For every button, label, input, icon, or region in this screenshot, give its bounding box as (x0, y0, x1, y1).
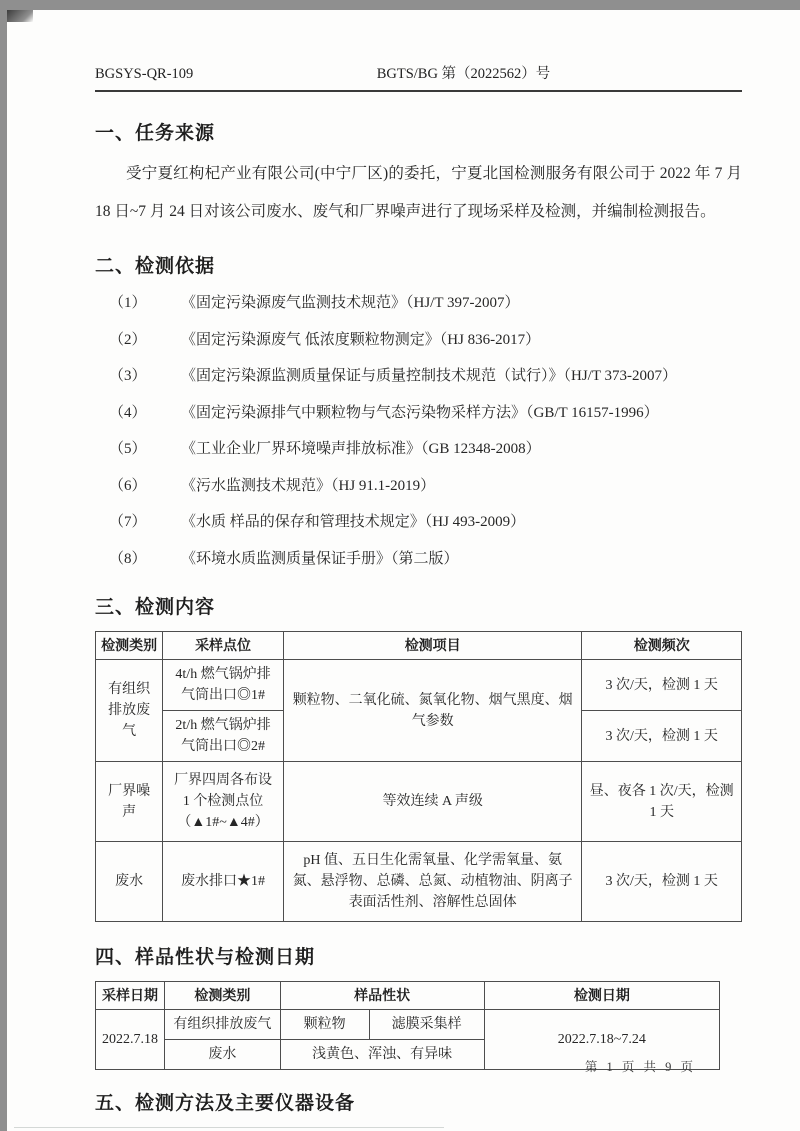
cell-category: 废水 (96, 842, 163, 922)
document-page (7, 10, 800, 1131)
table-row (96, 842, 742, 922)
section-1-title: 一、任务来源 (95, 123, 216, 144)
list-item-number: （5） (109, 441, 147, 457)
list-item (95, 549, 742, 571)
table-row (96, 1010, 720, 1040)
column-header: 检测类别 (96, 632, 163, 660)
cell-frequency: 3 次/天，检测 1 天 (582, 660, 742, 711)
cell-sample-state: 滤膜采集样 (369, 1010, 484, 1040)
column-header: 检测频次 (582, 632, 742, 660)
cell-test-items: 颗粒物、二氧化硫、氮氧化物、烟气黑度、烟气参数 (283, 660, 581, 762)
document-content (7, 10, 800, 1115)
column-header: 检测类别 (165, 982, 281, 1010)
doc-code-left: BGSYS-QR-109 (95, 66, 194, 82)
cell-sample-state: 浅黄色、浑浊、有异味 (280, 1040, 484, 1070)
column-header: 采样日期 (96, 982, 165, 1010)
list-item-number: （8） (109, 550, 147, 567)
cell-test-items: 等效连续 A 声级 (283, 762, 581, 842)
reference-list (95, 293, 742, 570)
document-header (95, 62, 742, 92)
cell-category: 厂界噪声 (96, 762, 163, 842)
doc-number: BGTS/BG 第（2022562）号 (376, 66, 551, 82)
section-1-paragraph: 受宁夏红枸杞产业有限公司(中宁厂区)的委托，宁夏北国检测服务有限公司于 2022 年 7 月 18 日~7 月 24 日对该公司废水、废气和厂界噪声进行了现场采样及检测，并编制检测报告。 (95, 165, 742, 220)
list-item (95, 403, 742, 425)
list-item (95, 476, 742, 498)
list-item-number: （4） (109, 404, 147, 421)
table-header-row (96, 632, 742, 660)
list-item (95, 439, 742, 461)
scan-edge-artifact (14, 1127, 444, 1128)
cell-sampling-point: 4t/h 燃气锅炉排气筒出口◎1# (163, 660, 284, 711)
list-item (95, 293, 742, 315)
section-2-title: 二、检测依据 (95, 256, 216, 277)
list-item-number: （1） (109, 295, 147, 311)
list-item-text: 《固定污染源监测质量保证与质量控制技术规范（试行）》（HJ/T 373-2007） (181, 368, 677, 384)
cell-category: 有组织排放废气 (165, 1010, 281, 1040)
column-header: 检测日期 (484, 982, 719, 1010)
list-item-text: 《固定污染源废气 低浓度颗粒物测定》（HJ 836-2017） (181, 331, 541, 348)
column-header: 采样点位 (163, 632, 284, 660)
testing-content-table (95, 631, 742, 922)
list-item-text: 《环境水质监测质量保证手册》（第二版） (181, 550, 459, 567)
column-header: 样品性状 (280, 982, 484, 1010)
cell-sampling-date: 2022.7.18 (96, 1010, 165, 1070)
list-item-text: 《固定污染源废气监测技术规范》（HJ/T 397-2007） (181, 295, 520, 311)
cell-sampling-point: 厂界四周各布设 1 个检测点位 （▲1#~▲4#） (163, 762, 284, 842)
cell-testing-date: 2022.7.18~7.24 (484, 1010, 719, 1070)
list-item-text: 《固定污染源排气中颗粒物与气态污染物采样方法》（GB/T 16157-1996） (181, 404, 659, 421)
list-item (95, 366, 742, 388)
list-item (95, 512, 742, 534)
section-3-title: 三、检测内容 (95, 597, 216, 618)
cell-category: 有组织排放废气 (96, 660, 163, 762)
list-item-number: （3） (109, 368, 147, 384)
table-row (96, 660, 742, 711)
cell-sample-item: 颗粒物 (280, 1010, 369, 1040)
list-item-number: （7） (109, 514, 147, 530)
section-5-title: 五、检测方法及主要仪器设备 (95, 1093, 356, 1114)
list-item-text: 《污水监测技术规范》（HJ 91.1-2019） (181, 477, 436, 494)
list-item-text: 《水质 样品的保存和管理技术规定》（HJ 493-2009） (181, 514, 526, 530)
cell-sampling-point: 废水排口★1# (163, 842, 284, 922)
list-item-text: 《工业企业厂界环境噪声排放标准》（GB 12348-2008） (181, 441, 541, 457)
list-item (95, 330, 742, 352)
cell-sampling-point: 2t/h 燃气锅炉排气筒出口◎2# (163, 711, 284, 762)
cell-category: 废水 (165, 1040, 281, 1070)
column-header: 检测项目 (283, 632, 581, 660)
cell-frequency: 3 次/天，检测 1 天 (582, 842, 742, 922)
cell-test-items: pH 值、五日生化需氧量、化学需氧量、氨氮、悬浮物、总磷、总氮、动植物油、阴离子表面活性剂、溶解性总固体 (283, 842, 581, 922)
list-item-number: （6） (109, 477, 147, 494)
cell-frequency: 昼、夜各 1 次/天，检测 1 天 (582, 762, 742, 842)
table-row (96, 762, 742, 842)
list-item-number: （2） (109, 331, 147, 348)
section-4-title: 四、样品性状与检测日期 (95, 947, 316, 968)
cell-frequency: 3 次/天，检测 1 天 (582, 711, 742, 762)
page-footer: 第 1 页 共 9 页 (584, 1060, 696, 1074)
table-header-row (96, 982, 720, 1010)
